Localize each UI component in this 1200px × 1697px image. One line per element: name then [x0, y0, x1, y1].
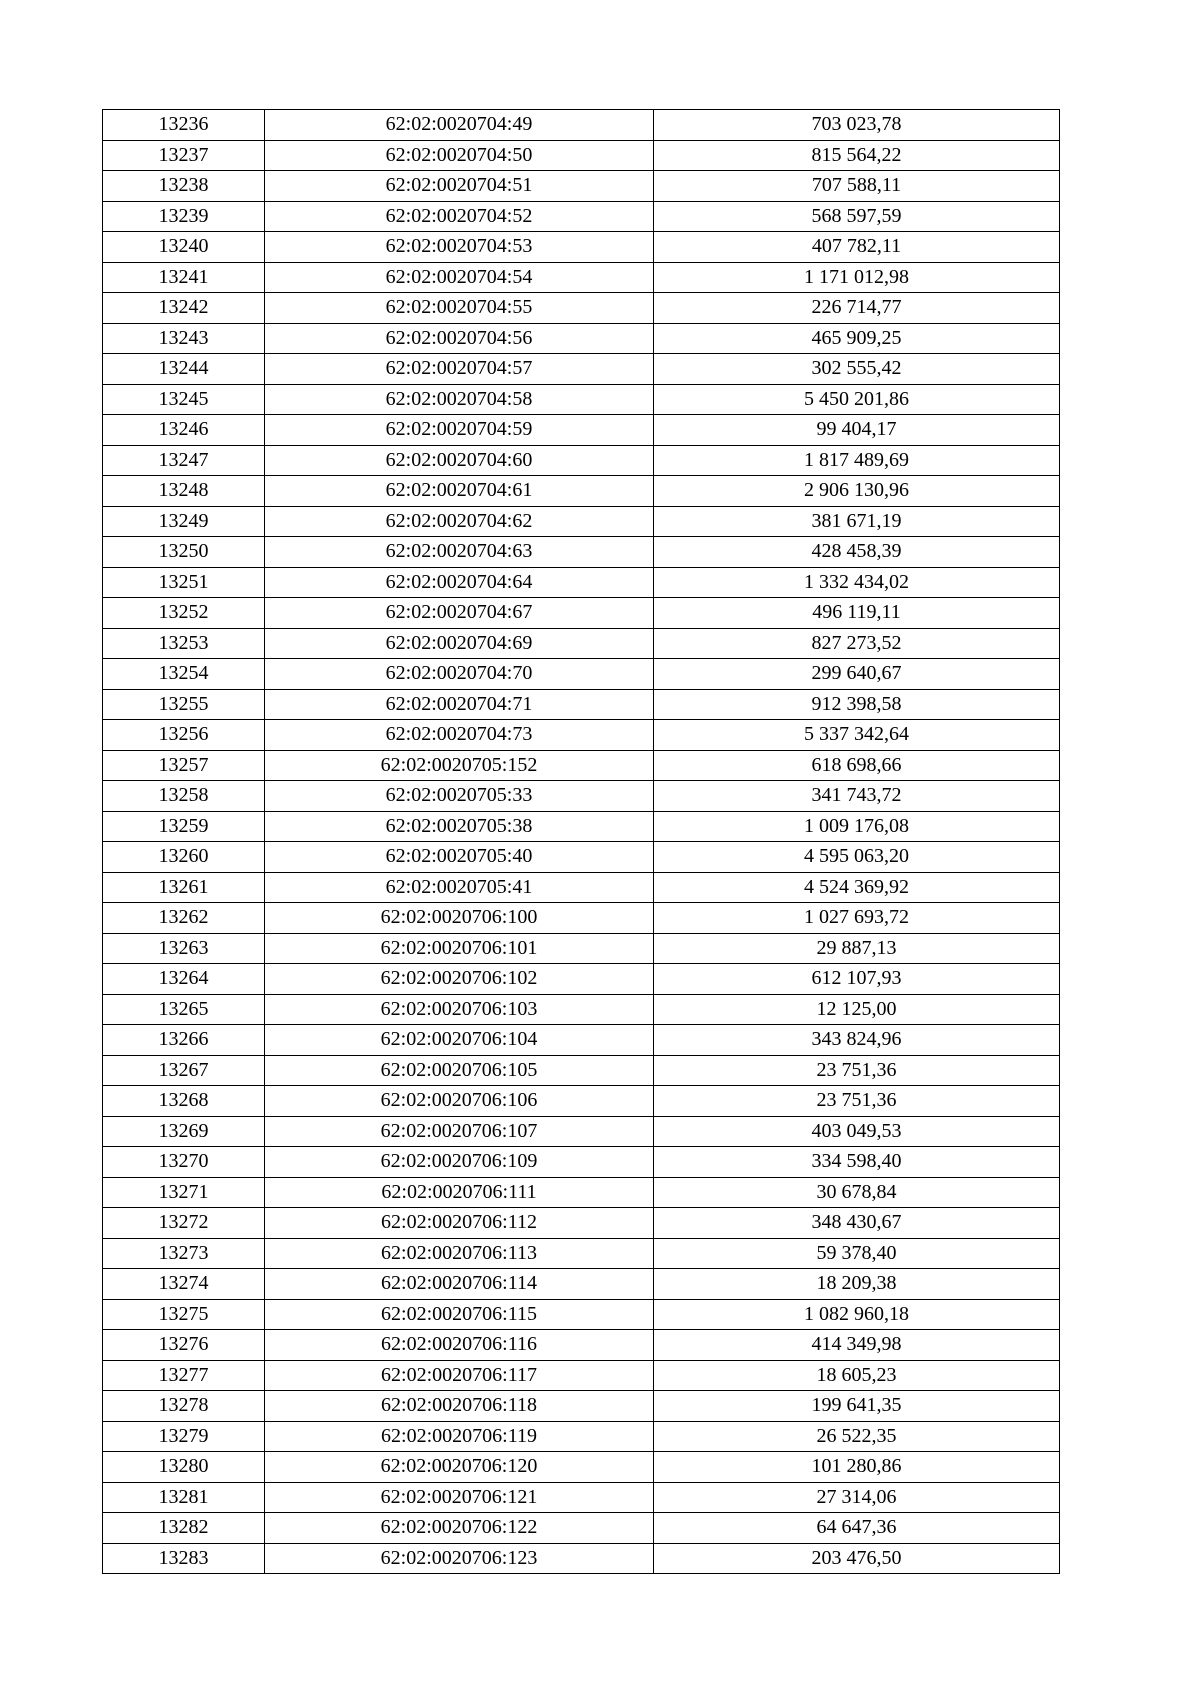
row-number-cell: 13260 [103, 842, 265, 873]
table-row [103, 1116, 1060, 1147]
row-number-cell: 13258 [103, 781, 265, 812]
table-row [103, 567, 1060, 598]
table-row [103, 659, 1060, 690]
table-row [103, 1391, 1060, 1422]
table-row [103, 1147, 1060, 1178]
row-number-cell: 13238 [103, 171, 265, 202]
row-number-cell: 13242 [103, 293, 265, 324]
table-row [103, 537, 1060, 568]
cadastral-number-cell: 62:02:0020705:40 [265, 842, 654, 873]
row-number-cell: 13262 [103, 903, 265, 934]
row-number-cell: 13240 [103, 232, 265, 263]
cadastral-value-table [102, 109, 1060, 1574]
table-row [103, 1421, 1060, 1452]
cadastral-number-cell: 62:02:0020706:112 [265, 1208, 654, 1239]
cadastral-value-cell: 348 430,67 [654, 1208, 1060, 1239]
cadastral-number-cell: 62:02:0020706:106 [265, 1086, 654, 1117]
cadastral-number-cell: 62:02:0020706:103 [265, 994, 654, 1025]
cadastral-value-cell: 1 332 434,02 [654, 567, 1060, 598]
cadastral-number-cell: 62:02:0020706:114 [265, 1269, 654, 1300]
table-row [103, 201, 1060, 232]
cadastral-number-cell: 62:02:0020704:53 [265, 232, 654, 263]
cadastral-number-cell: 62:02:0020704:59 [265, 415, 654, 446]
cadastral-value-cell: 4 595 063,20 [654, 842, 1060, 873]
table-row [103, 842, 1060, 873]
row-number-cell: 13252 [103, 598, 265, 629]
row-number-cell: 13250 [103, 537, 265, 568]
cadastral-number-cell: 62:02:0020706:120 [265, 1452, 654, 1483]
cadastral-value-cell: 101 280,86 [654, 1452, 1060, 1483]
table-row [103, 720, 1060, 751]
row-number-cell: 13281 [103, 1482, 265, 1513]
cadastral-value-cell: 203 476,50 [654, 1543, 1060, 1574]
cadastral-number-cell: 62:02:0020706:100 [265, 903, 654, 934]
cadastral-number-cell: 62:02:0020704:57 [265, 354, 654, 385]
cadastral-number-cell: 62:02:0020706:102 [265, 964, 654, 995]
row-number-cell: 13245 [103, 384, 265, 415]
table-row [103, 1086, 1060, 1117]
row-number-cell: 13259 [103, 811, 265, 842]
table-row [103, 872, 1060, 903]
table-row [103, 140, 1060, 171]
table-row [103, 1055, 1060, 1086]
row-number-cell: 13249 [103, 506, 265, 537]
cadastral-number-cell: 62:02:0020706:111 [265, 1177, 654, 1208]
cadastral-number-cell: 62:02:0020704:70 [265, 659, 654, 690]
cadastral-number-cell: 62:02:0020704:61 [265, 476, 654, 507]
table-row [103, 903, 1060, 934]
cadastral-number-cell: 62:02:0020706:118 [265, 1391, 654, 1422]
cadastral-number-cell: 62:02:0020706:116 [265, 1330, 654, 1361]
cadastral-value-cell: 1 009 176,08 [654, 811, 1060, 842]
cadastral-value-cell: 912 398,58 [654, 689, 1060, 720]
row-number-cell: 13256 [103, 720, 265, 751]
cadastral-number-cell: 62:02:0020704:56 [265, 323, 654, 354]
cadastral-number-cell: 62:02:0020706:117 [265, 1360, 654, 1391]
table-row [103, 1482, 1060, 1513]
row-number-cell: 13283 [103, 1543, 265, 1574]
cadastral-value-cell: 1 027 693,72 [654, 903, 1060, 934]
table-row [103, 1543, 1060, 1574]
table-row [103, 232, 1060, 263]
table-row [103, 1452, 1060, 1483]
table-row [103, 1269, 1060, 1300]
cadastral-value-cell: 99 404,17 [654, 415, 1060, 446]
row-number-cell: 13274 [103, 1269, 265, 1300]
cadastral-number-cell: 62:02:0020704:60 [265, 445, 654, 476]
cadastral-number-cell: 62:02:0020706:107 [265, 1116, 654, 1147]
table-row [103, 750, 1060, 781]
cadastral-value-cell: 343 824,96 [654, 1025, 1060, 1056]
table-row [103, 1177, 1060, 1208]
table-row [103, 354, 1060, 385]
cadastral-value-cell: 341 743,72 [654, 781, 1060, 812]
cadastral-number-cell: 62:02:0020705:33 [265, 781, 654, 812]
cadastral-value-cell: 302 555,42 [654, 354, 1060, 385]
cadastral-value-cell: 703 023,78 [654, 110, 1060, 141]
cadastral-number-cell: 62:02:0020704:73 [265, 720, 654, 751]
row-number-cell: 13255 [103, 689, 265, 720]
table-row [103, 293, 1060, 324]
table-row [103, 628, 1060, 659]
table-row [103, 445, 1060, 476]
cadastral-value-cell: 27 314,06 [654, 1482, 1060, 1513]
row-number-cell: 13237 [103, 140, 265, 171]
row-number-cell: 13277 [103, 1360, 265, 1391]
table-row [103, 110, 1060, 141]
cadastral-value-cell: 26 522,35 [654, 1421, 1060, 1452]
cadastral-number-cell: 62:02:0020704:64 [265, 567, 654, 598]
cadastral-value-cell: 827 273,52 [654, 628, 1060, 659]
cadastral-value-cell: 30 678,84 [654, 1177, 1060, 1208]
table-row [103, 323, 1060, 354]
cadastral-value-cell: 568 597,59 [654, 201, 1060, 232]
row-number-cell: 13279 [103, 1421, 265, 1452]
row-number-cell: 13253 [103, 628, 265, 659]
row-number-cell: 13280 [103, 1452, 265, 1483]
cadastral-number-cell: 62:02:0020706:115 [265, 1299, 654, 1330]
cadastral-value-cell: 465 909,25 [654, 323, 1060, 354]
cadastral-value-cell: 334 598,40 [654, 1147, 1060, 1178]
table-row [103, 964, 1060, 995]
row-number-cell: 13248 [103, 476, 265, 507]
cadastral-value-cell: 428 458,39 [654, 537, 1060, 568]
row-number-cell: 13261 [103, 872, 265, 903]
cadastral-number-cell: 62:02:0020706:119 [265, 1421, 654, 1452]
cadastral-value-cell: 18 605,23 [654, 1360, 1060, 1391]
cadastral-value-cell: 23 751,36 [654, 1086, 1060, 1117]
cadastral-value-cell: 707 588,11 [654, 171, 1060, 202]
cadastral-number-cell: 62:02:0020706:105 [265, 1055, 654, 1086]
row-number-cell: 13246 [103, 415, 265, 446]
table-body [103, 110, 1060, 1574]
row-number-cell: 13270 [103, 1147, 265, 1178]
cadastral-number-cell: 62:02:0020706:104 [265, 1025, 654, 1056]
cadastral-value-cell: 618 698,66 [654, 750, 1060, 781]
table-row [103, 933, 1060, 964]
table-row [103, 1513, 1060, 1544]
cadastral-value-cell: 4 524 369,92 [654, 872, 1060, 903]
cadastral-value-cell: 299 640,67 [654, 659, 1060, 690]
cadastral-value-cell: 407 782,11 [654, 232, 1060, 263]
row-number-cell: 13254 [103, 659, 265, 690]
cadastral-value-cell: 64 647,36 [654, 1513, 1060, 1544]
row-number-cell: 13247 [103, 445, 265, 476]
table-row [103, 994, 1060, 1025]
row-number-cell: 13275 [103, 1299, 265, 1330]
table-row [103, 506, 1060, 537]
cadastral-value-cell: 815 564,22 [654, 140, 1060, 171]
cadastral-number-cell: 62:02:0020705:41 [265, 872, 654, 903]
row-number-cell: 13271 [103, 1177, 265, 1208]
row-number-cell: 13251 [103, 567, 265, 598]
cadastral-value-cell: 5 450 201,86 [654, 384, 1060, 415]
table-row [103, 415, 1060, 446]
cadastral-number-cell: 62:02:0020704:49 [265, 110, 654, 141]
cadastral-number-cell: 62:02:0020704:69 [265, 628, 654, 659]
table-row [103, 598, 1060, 629]
cadastral-value-cell: 226 714,77 [654, 293, 1060, 324]
table-row [103, 384, 1060, 415]
table-row [103, 1025, 1060, 1056]
cadastral-number-cell: 62:02:0020704:71 [265, 689, 654, 720]
row-number-cell: 13236 [103, 110, 265, 141]
table-row [103, 262, 1060, 293]
row-number-cell: 13266 [103, 1025, 265, 1056]
table-row [103, 781, 1060, 812]
cadastral-number-cell: 62:02:0020704:62 [265, 506, 654, 537]
row-number-cell: 13241 [103, 262, 265, 293]
table-row [103, 476, 1060, 507]
cadastral-value-cell: 1 817 489,69 [654, 445, 1060, 476]
cadastral-value-cell: 414 349,98 [654, 1330, 1060, 1361]
cadastral-value-cell: 2 906 130,96 [654, 476, 1060, 507]
cadastral-number-cell: 62:02:0020706:123 [265, 1543, 654, 1574]
cadastral-value-cell: 59 378,40 [654, 1238, 1060, 1269]
cadastral-number-cell: 62:02:0020705:152 [265, 750, 654, 781]
row-number-cell: 13278 [103, 1391, 265, 1422]
cadastral-value-cell: 496 119,11 [654, 598, 1060, 629]
cadastral-value-cell: 381 671,19 [654, 506, 1060, 537]
row-number-cell: 13263 [103, 933, 265, 964]
row-number-cell: 13276 [103, 1330, 265, 1361]
row-number-cell: 13244 [103, 354, 265, 385]
cadastral-number-cell: 62:02:0020704:54 [265, 262, 654, 293]
table-row [103, 1238, 1060, 1269]
row-number-cell: 13269 [103, 1116, 265, 1147]
cadastral-number-cell: 62:02:0020704:58 [265, 384, 654, 415]
cadastral-number-cell: 62:02:0020706:101 [265, 933, 654, 964]
cadastral-number-cell: 62:02:0020706:113 [265, 1238, 654, 1269]
cadastral-value-cell: 1 171 012,98 [654, 262, 1060, 293]
row-number-cell: 13282 [103, 1513, 265, 1544]
cadastral-value-cell: 1 082 960,18 [654, 1299, 1060, 1330]
table-row [103, 171, 1060, 202]
row-number-cell: 13265 [103, 994, 265, 1025]
row-number-cell: 13257 [103, 750, 265, 781]
cadastral-value-cell: 5 337 342,64 [654, 720, 1060, 751]
cadastral-number-cell: 62:02:0020705:38 [265, 811, 654, 842]
row-number-cell: 13264 [103, 964, 265, 995]
row-number-cell: 13243 [103, 323, 265, 354]
cadastral-number-cell: 62:02:0020704:51 [265, 171, 654, 202]
row-number-cell: 13273 [103, 1238, 265, 1269]
cadastral-number-cell: 62:02:0020704:55 [265, 293, 654, 324]
cadastral-value-cell: 23 751,36 [654, 1055, 1060, 1086]
table-row [103, 689, 1060, 720]
table-row [103, 1208, 1060, 1239]
cadastral-value-cell: 18 209,38 [654, 1269, 1060, 1300]
cadastral-number-cell: 62:02:0020704:63 [265, 537, 654, 568]
table-row [103, 1330, 1060, 1361]
cadastral-number-cell: 62:02:0020706:121 [265, 1482, 654, 1513]
cadastral-value-cell: 403 049,53 [654, 1116, 1060, 1147]
table-row [103, 1360, 1060, 1391]
cadastral-number-cell: 62:02:0020704:50 [265, 140, 654, 171]
row-number-cell: 13268 [103, 1086, 265, 1117]
cadastral-value-cell: 29 887,13 [654, 933, 1060, 964]
row-number-cell: 13272 [103, 1208, 265, 1239]
cadastral-number-cell: 62:02:0020706:109 [265, 1147, 654, 1178]
cadastral-value-cell: 199 641,35 [654, 1391, 1060, 1422]
cadastral-value-cell: 612 107,93 [654, 964, 1060, 995]
cadastral-number-cell: 62:02:0020704:52 [265, 201, 654, 232]
cadastral-number-cell: 62:02:0020704:67 [265, 598, 654, 629]
row-number-cell: 13267 [103, 1055, 265, 1086]
row-number-cell: 13239 [103, 201, 265, 232]
cadastral-number-cell: 62:02:0020706:122 [265, 1513, 654, 1544]
table-row [103, 1299, 1060, 1330]
table-row [103, 811, 1060, 842]
cadastral-value-cell: 12 125,00 [654, 994, 1060, 1025]
